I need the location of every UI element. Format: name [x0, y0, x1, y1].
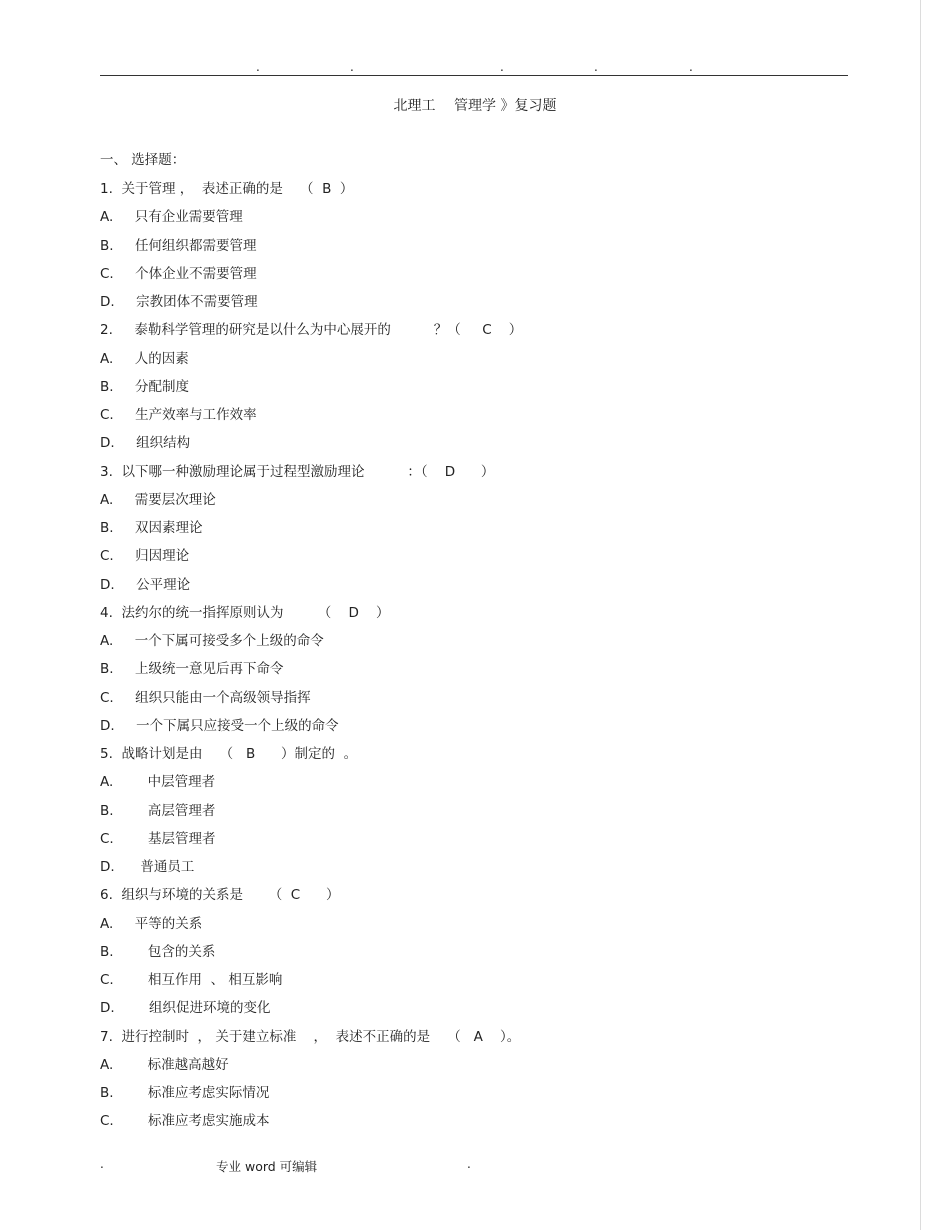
page-edge-rule	[920, 0, 921, 1230]
header-dot: .	[689, 60, 693, 74]
question-line: 7. 进行控制时 ， 关于建立标准 ， 表述不正确的是 （ A ）。	[100, 1029, 521, 1045]
option-line: A. 只有企业需要管理	[100, 209, 243, 225]
option-line: C. 相互作用 、 相互影响	[100, 972, 283, 988]
option-line: D. 组织结构	[100, 435, 191, 451]
option-line: C. 标准应考虑实施成本	[100, 1113, 270, 1129]
header-dot: .	[256, 60, 260, 74]
header-dot: .	[594, 60, 598, 74]
option-line: A. 人的因素	[100, 351, 189, 367]
header-dot: .	[500, 60, 504, 74]
question-line: 1. 关于管理 ， 表述正确的是 （ B ）	[100, 181, 354, 197]
option-line: D. 公平理论	[100, 577, 191, 593]
option-line: B. 标准应考虑实际情况	[100, 1085, 270, 1101]
option-line: B. 包含的关系	[100, 944, 216, 960]
option-line: B. 高层管理者	[100, 803, 216, 819]
option-line: D. 宗教团体不需要管理	[100, 294, 258, 310]
option-line: B. 任何组织都需要管理	[100, 238, 257, 254]
footer-dot-left: .	[100, 1157, 104, 1171]
question-line: 4. 法约尔的统一指挥原则认为 （ D ）	[100, 605, 390, 621]
section-heading: 一、 选择题：	[100, 152, 186, 168]
option-line: C. 组织只能由一个高级领导指挥	[100, 690, 311, 706]
header-rule	[100, 75, 848, 76]
option-line: C. 基层管理者	[100, 831, 216, 847]
question-line: 2. 泰勒科学管理的研究是以什么为中心展开的 ？（ C ）	[100, 322, 523, 338]
option-line: D. 普通员工	[100, 859, 195, 875]
option-line: A. 标准越高越好	[100, 1057, 229, 1073]
option-line: B. 上级统一意见后再下命令	[100, 661, 284, 677]
option-line: B. 分配制度	[100, 379, 190, 395]
option-line: A. 平等的关系	[100, 916, 203, 932]
option-line: C. 生产效率与工作效率	[100, 407, 257, 423]
header-dot: .	[350, 60, 354, 74]
question-line: 5. 战略计划是由 （ B ）制定的 。	[100, 746, 358, 762]
option-line: D. 一个下属只应接受一个上级的命令	[100, 718, 339, 734]
option-line: D. 组织促进环境的变化	[100, 1000, 271, 1016]
question-line: 3. 以下哪一种激励理论属于过程型激励理论 ：（ D ）	[100, 464, 495, 480]
header-dots	[0, 60, 950, 74]
option-line: B. 双因素理论	[100, 520, 203, 536]
option-line: C. 归因理论	[100, 548, 190, 564]
option-line: A. 中层管理者	[100, 774, 216, 790]
option-line: C. 个体企业不需要管理	[100, 266, 257, 282]
document-title: 北理工 管理学 》复习题	[393, 98, 557, 114]
option-line: A. 需要层次理论	[100, 492, 216, 508]
footer-dot-right: .	[467, 1157, 471, 1171]
footer-text: 专业 word 可编辑	[216, 1159, 318, 1174]
question-line: 6. 组织与环境的关系是 （ C ）	[100, 887, 340, 903]
option-line: A. 一个下属可接受多个上级的命令	[100, 633, 324, 649]
